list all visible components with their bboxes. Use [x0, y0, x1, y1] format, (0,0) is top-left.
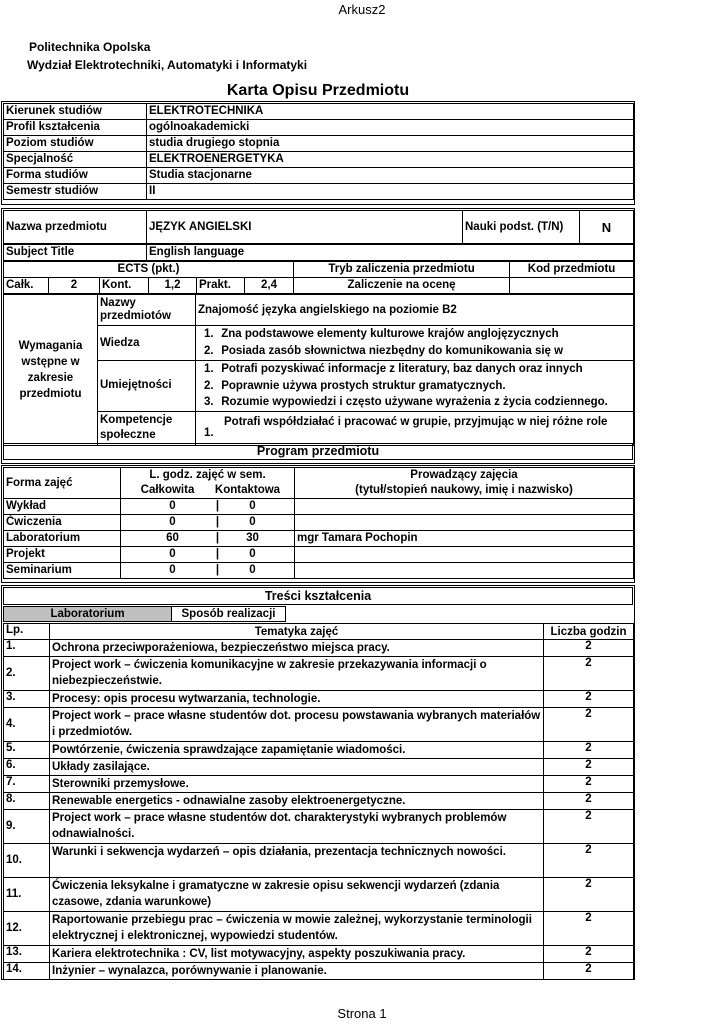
kompetencje-item: 1. Potrafi współdziałać i pracować w grupie, przyjmując w niej różne role [204, 416, 608, 439]
calk-value: 2 [49, 278, 100, 294]
topic-text: Raportowanie przebiegu prac – ćwiczenia w mowie zależnej, wykorzystanie terminologii elektrycznej i elektronicznej, wypowiedzi studentów. [50, 912, 544, 946]
topic-text: Ćwiczenia leksykalne i gramatyczne w zakresie opisu sekwencji wydarzeń (zdania czasowe, zdania warunkowe) [50, 878, 544, 912]
hours-label: Liczba godzin [544, 624, 634, 640]
topic-text: Powtórzenie, ćwiczenia sprawdzające zapamiętanie wiadomości. [50, 742, 544, 759]
class-form: Wykład [4, 499, 121, 515]
topic-hours: 2 [544, 878, 634, 912]
subject-title-table [3, 244, 634, 261]
course-name-value: JĘZYK ANGIELSKI [147, 211, 463, 244]
method-label: Sposób realizacji [172, 607, 286, 622]
content-heading: Treści kształcenia [4, 588, 633, 605]
wiedza-list [196, 326, 634, 361]
topic-hours: 2 [544, 759, 634, 776]
program-info-value: Studia stacjonarne [147, 168, 634, 184]
program-info-value: studia drugiego stopnia [147, 136, 634, 152]
topic-row [4, 759, 634, 776]
topic-text: Project work – ćwiczenia komunikacyjne w zakresie przekazywania informacji o niebezpieczeństwie. [50, 657, 544, 691]
nazwy-value: Znajomość języka angielskiego na poziomie B2 [196, 295, 634, 326]
class-teacher [295, 499, 634, 515]
topic-text: Project work – prace własne studentów dot. charakterystyki wybranych problemów odnawialności. [50, 810, 544, 844]
sheet-name: Arkusz2 [338, 2, 386, 17]
course-name-label: Nazwa przedmiotu [4, 211, 147, 244]
program-info-row [4, 168, 634, 184]
kod-value [510, 278, 634, 294]
topic-row [4, 912, 634, 946]
basic-sciences-label: Nauki podst. (T/N) [463, 211, 580, 244]
topic-row [4, 742, 634, 759]
class-row [4, 515, 634, 531]
program-info-label: Profil kształcenia [4, 120, 147, 136]
lp-label: Lp. [4, 624, 50, 640]
topic-hours: 2 [544, 691, 634, 708]
class-form: Laboratorium [4, 531, 121, 547]
class-row [4, 531, 634, 547]
doc-title: Karta Opisu Przedmiotu [226, 82, 410, 99]
ects-label: ECTS (pkt.) [4, 262, 294, 278]
program-info-row [4, 104, 634, 120]
program-info-value: II [147, 184, 634, 200]
ects-table [3, 261, 634, 294]
topic-row [4, 810, 634, 844]
wiedza-item: 2. Posiada zasób słownictwa niezbędny do komunikowania się w [204, 345, 564, 357]
class-teacher [295, 515, 634, 531]
topic-row [4, 657, 634, 691]
tryb-label: Tryb zaliczenia przedmiotu [294, 262, 510, 278]
topic-row [4, 793, 634, 810]
faculty-name: Wydział Elektrotechniki, Automatyki i Informatyki [27, 58, 308, 72]
topic-hours: 2 [544, 776, 634, 793]
topic-lp: 1. [4, 640, 50, 657]
topic-row [4, 708, 634, 742]
topic-hours: 2 [544, 810, 634, 844]
topic-lp: 3. [4, 691, 50, 708]
class-teacher [295, 547, 634, 563]
topic-hours: 2 [544, 742, 634, 759]
topic-text: Inżynier – wynalazca, porównywanie i planowanie. [50, 963, 544, 980]
topic-row [4, 776, 634, 793]
kont-label: Kont. [100, 278, 149, 294]
program-info-value: ELEKTROENERGETYKA [147, 152, 634, 168]
umiejetnosci-item: 3. Rozumie wypowiedzi i często używane wyrażenia z życia codziennego. [204, 396, 608, 408]
class-form: Projekt [4, 547, 121, 563]
program-info-label: Specjalność [4, 152, 147, 168]
kompetencje-label: Kompetencje społeczne [98, 411, 196, 445]
topic-lp: 6. [4, 759, 50, 776]
subject-title-value: English language [147, 245, 634, 261]
topic-text: Ochrona przeciwporażeniowa, bezpieczeństwo miejsca pracy. [50, 640, 544, 657]
content-heading-table [3, 587, 633, 605]
program-info-row [4, 152, 634, 168]
program-info-row [4, 184, 634, 200]
program-info-value: ogólnoakademicki [147, 120, 634, 136]
topic-lp: 14. [4, 963, 50, 980]
umiejetnosci-list [196, 361, 634, 412]
topic-row [4, 640, 634, 657]
course-name-table [3, 210, 634, 244]
class-hours: 0 | 0 [121, 515, 295, 531]
lab-label: Laboratorium [4, 607, 172, 622]
class-hours: 0 | 0 [121, 563, 295, 579]
kont-value: 1,2 [149, 278, 197, 294]
class-row [4, 499, 634, 515]
program-heading: Program przedmiotu [4, 444, 633, 460]
class-form: Ćwiczenia [4, 515, 121, 531]
wiedza-item: 1. Zna podstawowe elementy kulturowe krajów anglojęzycznych [204, 328, 559, 340]
classes-table [3, 467, 634, 579]
topic-lp: 5. [4, 742, 50, 759]
topic-row [4, 844, 634, 878]
basic-sciences-value: N [580, 211, 634, 244]
topic-hours: 2 [544, 640, 634, 657]
topic-text: Sterowniki przemysłowe. [50, 776, 544, 793]
university-name: Politechnika Opolska [29, 40, 151, 54]
requirements-label: Wymagania wstępne w zakresie przedmiotu [4, 295, 98, 446]
topic-lp: 2. [4, 657, 50, 691]
topic-lp: 11. [4, 878, 50, 912]
topic-lp: 9. [4, 810, 50, 844]
topic-row [4, 878, 634, 912]
program-info-value: ELEKTROTECHNIKA [147, 104, 634, 120]
topic-text: Renewable energetics - odnawialne zasoby elektroenergetyczne. [50, 793, 544, 810]
topic-row [4, 691, 634, 708]
topic-row [4, 963, 634, 980]
page-footer: Strona 1 [337, 1006, 387, 1021]
kompetencje-list [196, 411, 634, 445]
topic-hours: 2 [544, 844, 634, 878]
program-info-row [4, 120, 634, 136]
class-teacher [295, 563, 634, 579]
topic-hours: 2 [544, 708, 634, 742]
class-row [4, 547, 634, 563]
topic-text: Procesy: opis procesu wytwarzania, technologie. [50, 691, 544, 708]
class-hours: 0 | 0 [121, 547, 295, 563]
class-row [4, 563, 634, 579]
topic-text: Warunki i sekwencja wydarzeń – opis działania, prezentacja technicznych nowości. [50, 844, 544, 878]
subject-title-label: Subject Title [4, 245, 147, 261]
prakt-value: 2,4 [245, 278, 294, 294]
topic-lp: 4. [4, 708, 50, 742]
class-teacher: mgr Tamara Pochopin [295, 531, 634, 547]
kod-label: Kod przedmiotu [510, 262, 634, 278]
hours-header: L. godz. zajęć w sem. Całkowita Kontaktowa [121, 468, 295, 499]
topic-lp: 7. [4, 776, 50, 793]
umiejetnosci-label: Umiejętności [98, 361, 196, 412]
topic-hours: 2 [544, 793, 634, 810]
program-info-label: Kierunek studiów [4, 104, 147, 120]
program-info-label: Forma studiów [4, 168, 147, 184]
calk-label: Całk. [4, 278, 49, 294]
tryb-value: Zaliczenie na ocenę [294, 278, 510, 294]
requirements-table [3, 294, 634, 446]
topic-text: Kariera elektrotechnika : CV, list motywacyjny, aspekty poszukiwania pracy. [50, 946, 544, 963]
teacher-header: Prowadzący zajęcia (tytuł/stopień naukowy, imię i nazwisko) [295, 468, 634, 499]
wiedza-label: Wiedza [98, 326, 196, 361]
program-info-label: Semestr studiów [4, 184, 147, 200]
method-table [3, 606, 634, 622]
topic-lp: 10. [4, 844, 50, 878]
program-heading-table [3, 443, 633, 460]
program-info-label: Poziom studiów [4, 136, 147, 152]
class-form: Seminarium [4, 563, 121, 579]
topic-hours: 2 [544, 657, 634, 691]
nazwy-label: Nazwy przedmiotów [98, 295, 196, 326]
program-info-row [4, 136, 634, 152]
topic-text: Układy zasilające. [50, 759, 544, 776]
topic-hours: 2 [544, 946, 634, 963]
umiejetnosci-item: 1. Potrafi pozyskiwać informacje z literatury, baz danych oraz innych [204, 363, 583, 375]
topics-table [3, 623, 634, 980]
topic-lp: 8. [4, 793, 50, 810]
topic-lp: 13. [4, 946, 50, 963]
prakt-label: Prakt. [197, 278, 245, 294]
class-hours: 0 | 0 [121, 499, 295, 515]
topic-lp: 12. [4, 912, 50, 946]
forma-label: Forma zajęć [4, 468, 121, 499]
topic-text: Project work – prace własne studentów dot. procesu powstawania wybranych materiałów i przedmiotów. [50, 708, 544, 742]
topic-hours: 2 [544, 912, 634, 946]
topic-hours: 2 [544, 963, 634, 980]
topic-label: Tematyka zajęć [50, 624, 544, 640]
umiejetnosci-item: 2. Poprawnie używa prostych struktur gramatycznych. [204, 379, 506, 392]
class-hours: 60 | 30 [121, 531, 295, 547]
topic-row [4, 946, 634, 963]
program-info-table [3, 103, 634, 200]
